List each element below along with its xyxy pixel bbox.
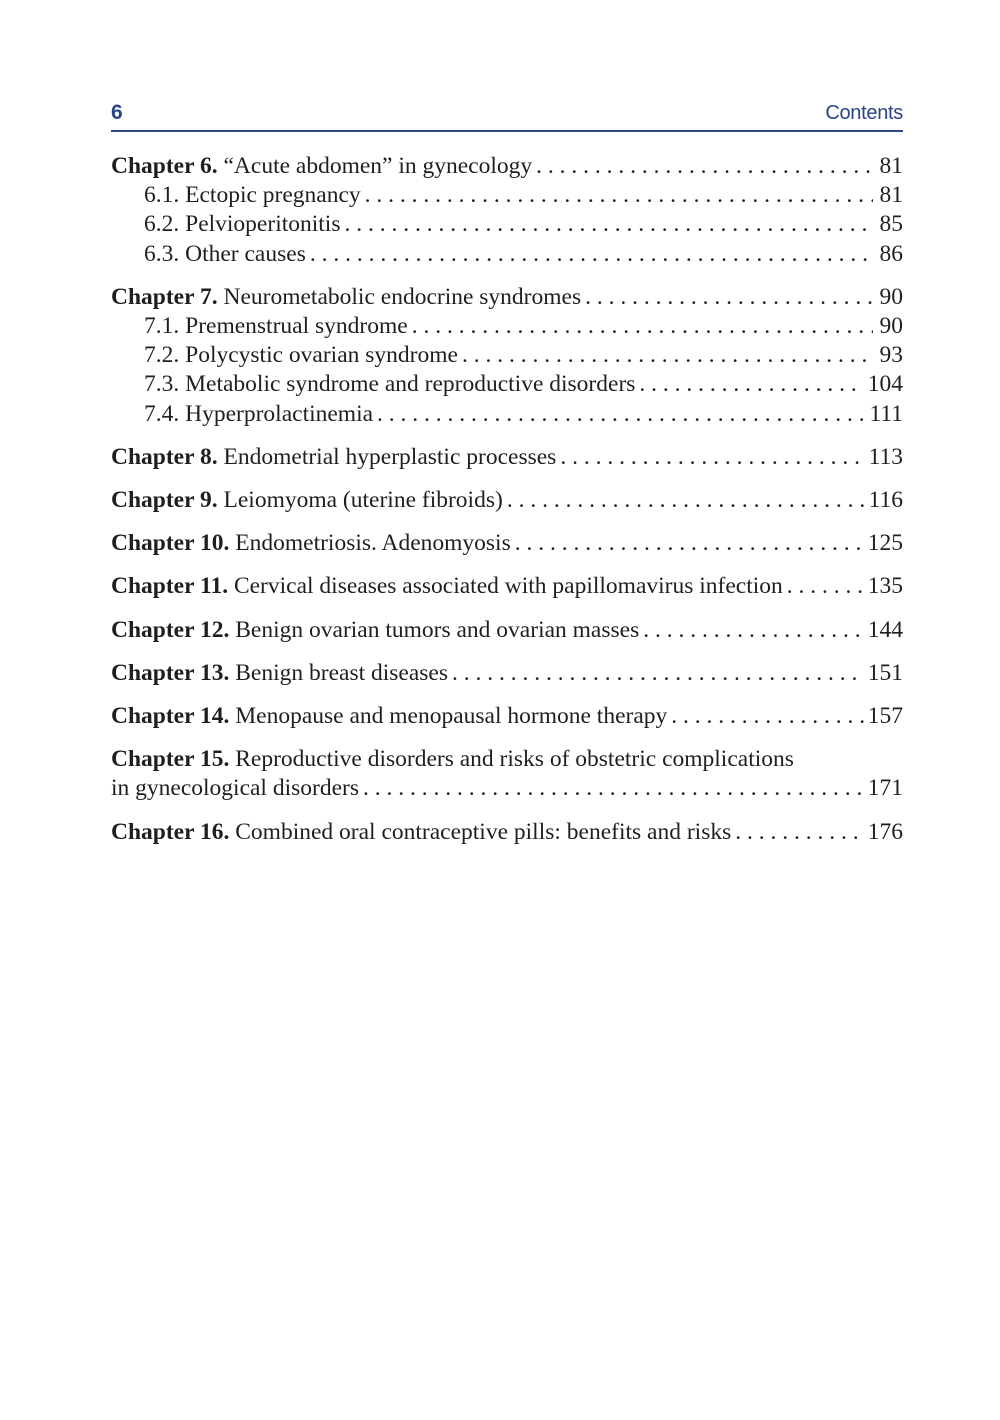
chapter-label: Chapter 9. <box>111 487 218 514</box>
dot-leader <box>412 312 873 341</box>
chapter-title: Menopause and menopausal hormone therapy <box>235 703 668 730</box>
page-ref: 81 <box>879 182 903 209</box>
toc-entry-section-7-4 <box>111 400 903 429</box>
table-of-contents <box>111 152 903 847</box>
chapter-title-continued: in gynecological disorders <box>111 775 359 802</box>
toc-entry-section-7-2 <box>111 341 903 370</box>
page-ref: 151 <box>867 659 903 686</box>
toc-entry-section-6-2 <box>111 210 903 239</box>
dot-leader <box>585 283 873 312</box>
section-title: 7.1. Premenstrual syndrome <box>144 313 408 340</box>
section-title: 6.2. Pelvioperitonitis <box>144 211 341 238</box>
section-title: 7.2. Polycystic ovarian syndrome <box>144 342 458 369</box>
chapter-label: Chapter 16. <box>111 818 230 845</box>
dot-leader <box>363 774 864 803</box>
dot-leader <box>365 181 873 210</box>
page-ref: 125 <box>867 530 903 557</box>
page-ref: 135 <box>867 573 903 600</box>
toc-entry-chapter-13 <box>111 659 903 688</box>
section-title: Contents <box>825 102 903 124</box>
dot-leader <box>787 572 864 601</box>
toc-entry-chapter-11 <box>111 572 903 601</box>
dot-leader <box>536 152 873 181</box>
dot-leader <box>462 341 873 370</box>
chapter-label: Chapter 8. <box>111 443 218 470</box>
page-ref: 157 <box>867 703 903 730</box>
chapter-label: Chapter 10. <box>111 530 230 557</box>
section-title: 7.3. Metabolic syndrome and reproductive disorders <box>144 371 636 398</box>
page-ref: 81 <box>879 153 903 179</box>
section-title: 7.4. Hyperprolactinemia <box>144 400 374 427</box>
page-ref: 116 <box>868 487 903 514</box>
toc-entry-chapter-15 <box>111 745 903 803</box>
dot-leader <box>735 818 864 847</box>
chapter-title: Leiomyoma (uterine fibroids) <box>223 487 503 514</box>
page-ref: 111 <box>869 400 903 427</box>
chapter-label: Chapter 14. <box>111 703 230 730</box>
page-number: 6 <box>111 101 123 124</box>
dot-leader <box>639 370 863 399</box>
chapter-title: Benign ovarian tumors and ovarian masses <box>235 616 640 643</box>
dot-leader <box>507 486 865 515</box>
dot-leader <box>560 443 864 472</box>
toc-entry-chapter-10 <box>111 529 903 558</box>
chapter-label: Chapter 7. <box>111 283 218 310</box>
page-ref: 85 <box>879 211 903 238</box>
chapter-title: “Acute abdomen” in gynecology <box>223 153 533 179</box>
toc-entry-chapter-8 <box>111 443 903 472</box>
chapter-title: Combined oral contraceptive pills: benefits and risks <box>235 818 732 845</box>
dot-leader <box>377 400 865 429</box>
dot-leader <box>515 529 864 558</box>
section-title: 6.1. Ectopic pregnancy <box>144 182 361 209</box>
toc-entry-chapter-12 <box>111 616 903 645</box>
page-ref: 90 <box>879 283 903 310</box>
chapter-title: Neurometabolic endocrine syndromes <box>223 283 582 310</box>
chapter-title: Benign breast diseases <box>235 659 449 686</box>
dot-leader <box>452 659 864 688</box>
page-ref: 144 <box>867 616 903 643</box>
toc-entry-section-7-3 <box>111 370 903 399</box>
dot-leader <box>643 616 864 645</box>
toc-entry-chapter-16 <box>111 818 903 847</box>
running-header <box>111 100 903 132</box>
page-ref: 93 <box>879 342 903 369</box>
chapter-title: Endometriosis. Adenomyosis <box>235 530 511 557</box>
chapter-title: Reproductive disorders and risks of obstetric complications <box>235 746 794 773</box>
page-ref: 176 <box>867 818 903 845</box>
chapter-label: Chapter 13. <box>111 659 230 686</box>
chapter-label: Chapter 6. <box>111 153 218 179</box>
toc-entry-section-6-3 <box>111 240 903 269</box>
page-ref: 113 <box>868 443 903 470</box>
chapter-title: Cervical diseases associated with papillomavirus infection <box>233 573 783 600</box>
toc-entry-chapter-6 <box>111 152 903 181</box>
page-ref: 104 <box>867 371 903 398</box>
page-ref: 86 <box>879 240 903 267</box>
toc-entry-section-7-1 <box>111 312 903 341</box>
toc-entry-chapter-14 <box>111 702 903 731</box>
toc-entry-chapter-7 <box>111 283 903 312</box>
chapter-label: Chapter 11. <box>111 573 229 600</box>
chapter-label: Chapter 12. <box>111 616 230 643</box>
chapter-label: Chapter 15. <box>111 746 230 773</box>
dot-leader <box>310 240 873 269</box>
chapter-title: Endometrial hyperplastic processes <box>223 443 557 470</box>
toc-entry-chapter-9 <box>111 486 903 515</box>
dot-leader <box>344 210 873 239</box>
page-ref: 90 <box>879 313 903 340</box>
dot-leader <box>671 702 863 731</box>
section-title: 6.3. Other causes <box>144 240 306 267</box>
toc-entry-section-6-1 <box>111 181 903 210</box>
page-ref: 171 <box>867 775 903 802</box>
